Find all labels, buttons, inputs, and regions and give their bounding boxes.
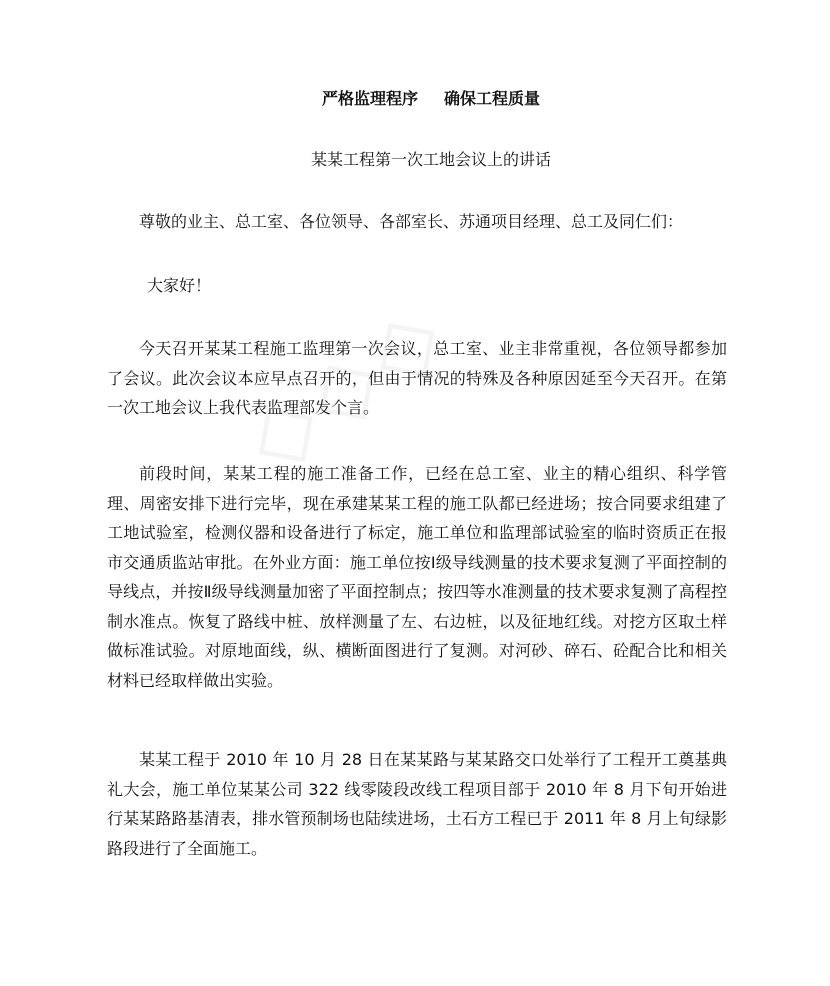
greeting: 大家好！: [147, 276, 212, 295]
paragraph-1: 今天召开某某工程施工监理第一次会议，总工室、业主非常重视，各位领导都参加了会议。此次会议本应早点召开的，但由于情况的特殊及各种原因延至今天召开。在第一次工地会议上我代表监理部发个言。: [107, 339, 727, 417]
document-title: [0, 88, 830, 110]
salutation: 尊敬的业主、总工室、各位领导、各部室长、苏通项目经理、总工及同仁们：: [139, 212, 684, 231]
paragraph-2: 前段时间，某某工程的施工准备工作，已经在总工室、业主的精心组织、科学管理、周密安排下进行完毕，现在承建某某工程的施工队都已经进场；按合同要求组建了工地试验室，检测仪器和设备进行了标定，施工单位和监理部试验室的临时资质正在报市交通质监站审批。在外业方面：施工单位按Ⅰ级导线测量的技术要求复测了平面控制的导线点，并按Ⅱ级导线测量加密了平面控制点；按四等水准测量的技术要求复测了高程控制水准点。恢复了路线中桩、放样测量了左、右边桩，以及征地红线。对挖方区取土样做标准试验。对原地面线，纵、横断面图进行了复测。对河砂、碎石、砼配合比和相关材料已经取样做出实验。: [107, 464, 727, 690]
paragraph-3: 某某工程于 2010 年 10 月 28 日在某某路与某某路交口处举行了工程开工奠基典礼大会，施工单位某某公司 322 线零陵段改线工程项目部于 2010 年 8 月下旬开始进行某某路路基清表，排水管预制场也陆续进场，土石方工程已于 2011 年 8 月上旬绿影路段进行了全面施工。: [107, 750, 727, 858]
document-subtitle: 某某工程第一次工地会议上的讲话: [310, 150, 551, 169]
title-part-2: 确保工程质量: [444, 89, 541, 108]
title-part-1: 严格监理程序: [321, 89, 418, 108]
